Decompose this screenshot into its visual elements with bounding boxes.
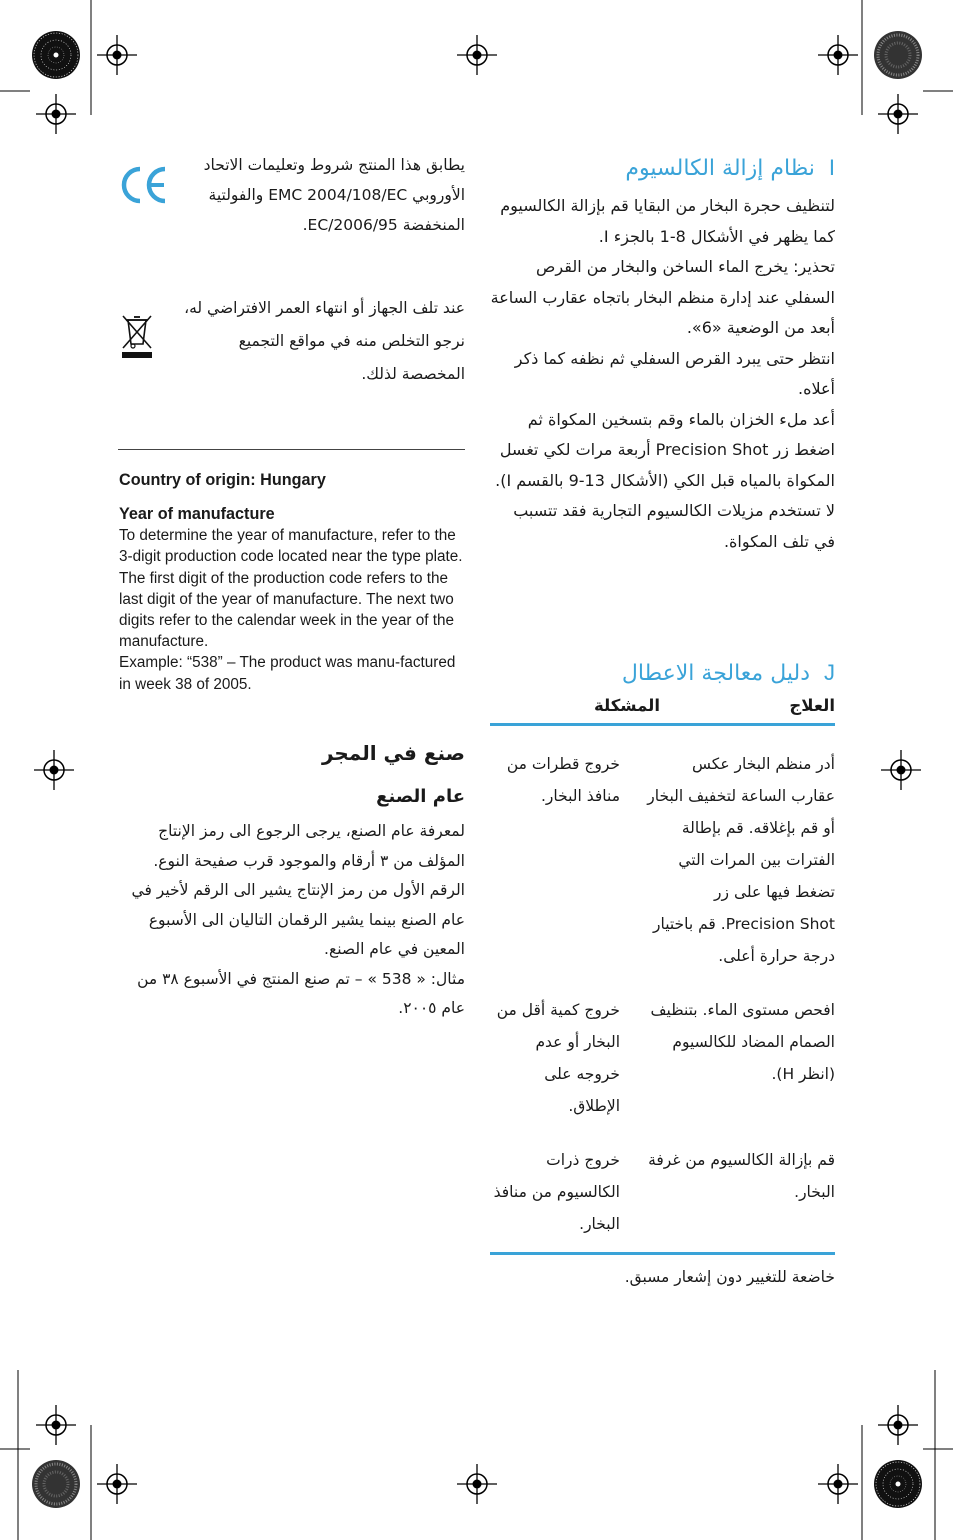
solution-cell: افحص مستوى الماء. بتنظيف الصمام المضاد للكالسيوم (انظر H). — [650, 1001, 835, 1083]
descaling-paragraph: لا تستخدم مزيلات الكالسيوم التجارية فقد تتسبب في تلف المكواة. — [513, 501, 835, 551]
table-row — [490, 1144, 835, 1240]
descaling-title — [490, 150, 835, 187]
year-example: مثال: « 538 » – تم صنع المنتج في الأسبوع ٣٨ من عام ٢٠٠٥. — [137, 969, 465, 1017]
year-heading: عام الصنع — [376, 786, 465, 807]
problem-cell: خروج كمية أقل من البخار أو عدم خروجه على الإطلاق. — [496, 1001, 620, 1115]
year-body: لمعرفة عام الصنع، يرجى الرجوع الى رمز الإنتاج المؤلف من ٣ أرقام والموجود قرب صفيحة النوع. الرقم الأول من رمز الإنتاج يشير الى الرقم لأخير في عام الصنع بينما يشير الرقمان التاليان الى الأسبوع المعين في عام الصنع. — [131, 822, 465, 958]
solution-cell: قم بإزالة الكالسيوم من غرفة البخار. — [648, 1151, 835, 1201]
country-of-origin: Country of origin: Hungary — [119, 471, 326, 489]
change-notice: خاضعة للتغيير دون إشعار مسبق. — [624, 1268, 835, 1286]
descaling-paragraph: انتظر حتى يبرد القرص السفلي ثم نظفه كما ذكر أعلاه. — [514, 348, 835, 398]
year-of-manufacture-block — [119, 504, 469, 695]
table-header — [490, 696, 835, 723]
descaling-section — [490, 150, 835, 557]
section-letter: I — [828, 155, 835, 180]
problem-cell: خروج ذرات الكالسيوم من منافذ البخار. — [493, 1151, 620, 1233]
descaling-title-text: نظام إزالة الكالسيوم — [625, 156, 815, 181]
year-of-manufacture-body: To determine the year of manufacture, refer to the 3-digit production code located near the type plate. The first digit of the production code refers to the last digit of the year of manufacture. The next two digits refer to the calendar week in the year of the manufacture. — [119, 527, 463, 651]
solution-cell: أدر منظم البخار عكس عقارب الساعة لتخفيف البخار أو قم بإغلاقه. قم بإطالة الفترات بين المرات التي تضغط فيها على زر Precision Shot. قم باختيار درجة حرارة أعلى. — [647, 755, 835, 965]
troubleshooting-title — [490, 655, 835, 692]
table-bottom-rule — [490, 1252, 835, 1255]
problem-cell: خروج قطرات من منافذ البخار. — [506, 755, 620, 805]
section-letter: J — [824, 660, 835, 685]
year-of-manufacture-heading: Year of manufacture — [119, 505, 275, 523]
troubleshooting-section — [490, 655, 835, 1255]
ce-conformity-text: يطابق هذا المنتج شروط وتعليمات الاتحاد الأوروبي EMC 2004/108/EC والفولتية المنخفضة 2006/95/EC. — [203, 156, 465, 234]
column-header-solution: العلاج — [789, 696, 835, 715]
section-divider — [118, 449, 465, 450]
descaling-paragraph: تحذير: يخرج الماء الساخن والبخار من القرص السفلي عند إدارة منظم البخار باتجاه عقارب الساعة أبعد من الوضعية «6». — [490, 257, 835, 337]
descaling-paragraph: لتنظيف حجرة البخار من البقايا قم بإزالة الكالسيوم كما يظهر في الأشكال 8-1 بالجزء I. — [500, 196, 835, 246]
table-row — [490, 994, 835, 1122]
column-header-problem: المشكلة — [593, 696, 660, 715]
ce-mark-icon — [118, 164, 170, 206]
arabic-year-of-manufacture — [118, 735, 465, 1024]
table-row — [490, 748, 835, 972]
weee-disposal-text: عند تلف الجهاز أو انتهاء العمر الافتراضي له، نرجو التخلص منه في مواقع التجميع المخصصة لذلك. — [184, 299, 465, 383]
descaling-paragraph: أعد ملء الخزان بالماء وقم بتسخين المكواة ثم اضغط زر Precision Shot أربعة مرات لكي تغسل المكواة بالمياه قبل الكي (الأشكال 13-9 بالقسم I). — [495, 409, 835, 490]
troubleshooting-title-text: دليل معالجة الاعطال — [621, 661, 810, 686]
made-in-hungary-heading: صنع في المجر — [321, 741, 465, 765]
year-of-manufacture-example: Example: “538” – The product was manu-factured in week 38 of 2005. — [119, 654, 456, 693]
crossed-bin-icon — [118, 312, 156, 360]
